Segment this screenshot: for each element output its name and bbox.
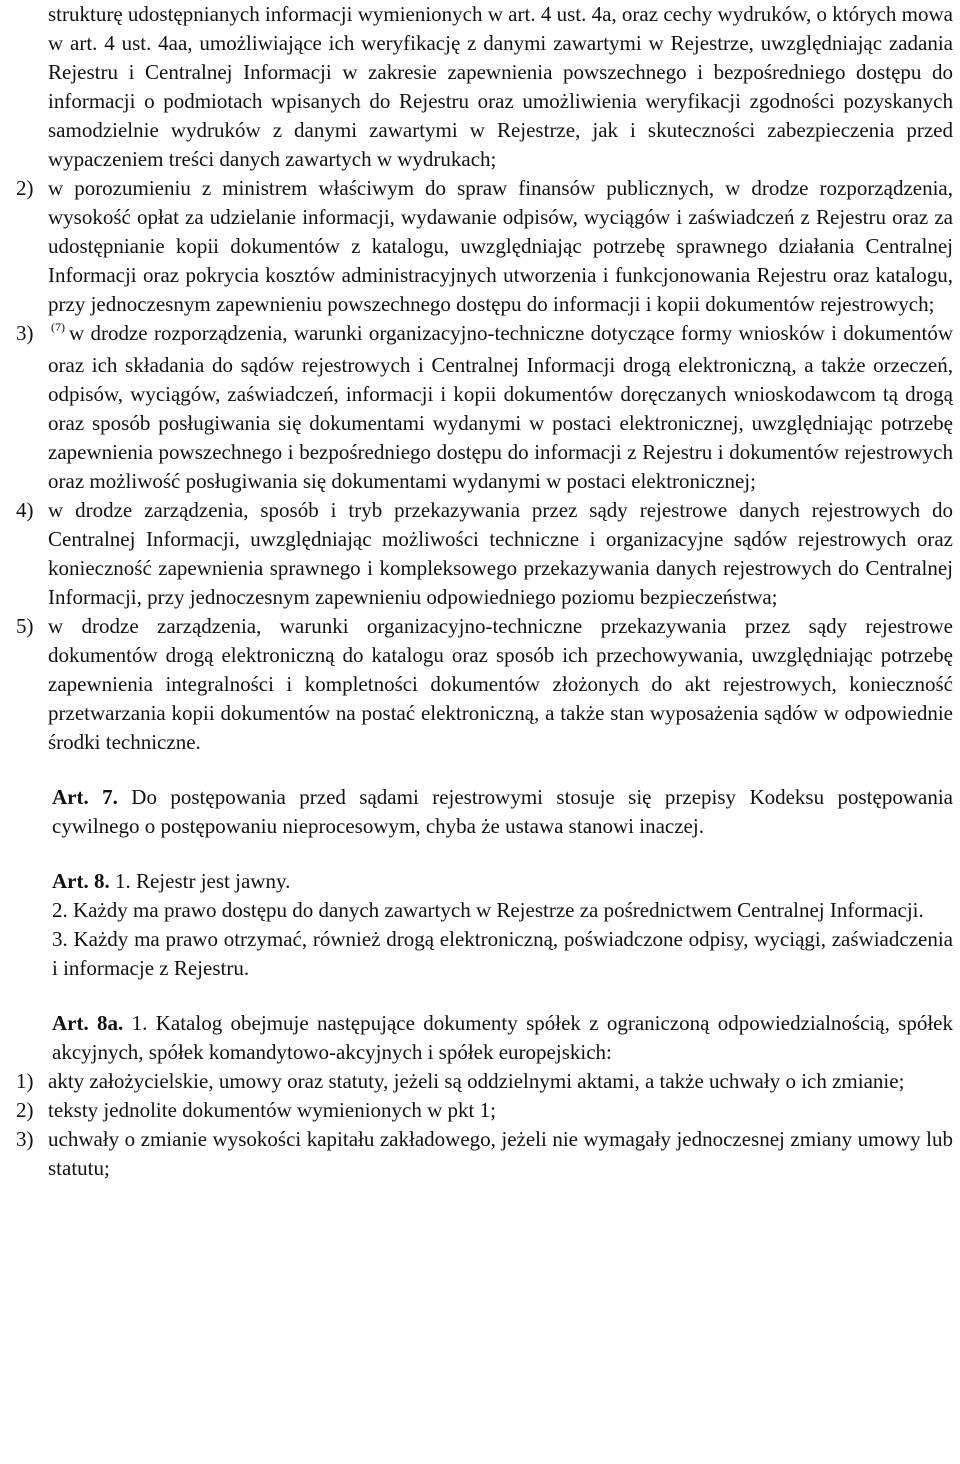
list-item-text: w porozumieniu z ministrem właściwym do spraw finansów publicznych, w drodze rozporządzenia, wysokość opłat za udzielanie informacji, wydawanie odpisów, wyciągów i zaświadczeń z Rejestru oraz za udostępnianie kopii dokumentów z katalogu, uwzględniając potrzebę sprawnego działania Centralnej Informacji oraz pokrycia kosztów administracyjnych utworzenia i funkcjonowania Rejestru oraz katalogu, przy jednoczesnym zapewnieniu powszechnego dostępu do informacji i kopii dokumentów rejestrowych; [48,176,953,316]
list-item-text: uchwały o zmianie wysokości kapitału zakładowego, jeżeli nie wymagały jednoczesnej zmiany umowy lub statutu; [48,1127,953,1180]
list-item-number: 2) [16,1098,34,1122]
article-8 [6,867,953,983]
numbered-list-delegations [6,174,953,757]
list-item [6,496,953,612]
list-item-number: 3) [16,1127,34,1151]
list-item [6,1096,953,1125]
list-item-text: teksty jednolite dokumentów wymienionych w pkt 1; [48,1098,496,1122]
article-label: Art. 8a. [52,1011,124,1035]
article-8a [6,1009,953,1183]
article-text: Do postępowania przed sądami rejestrowymi stosuje się przepisy Kodeksu postępowania cywilnego o postępowaniu nieprocesowym, chyba że ustawa stanowi inaczej. [52,785,953,838]
list-item-number: 1) [16,1069,34,1093]
list-item [6,1067,953,1096]
article-label: Art. 7. [52,785,118,809]
list-item-number: 4) [16,498,34,522]
list-item-text: w drodze zarządzenia, sposób i tryb przekazywania przez sądy rejestrowe danych rejestrowych do Centralnej Informacji, uwzględniając możliwości techniczne i organizacyjne sądów rejestrowych oraz konieczność zapewnienia sprawnego i kompleksowego przekazywania danych rejestrowych do Centralnej Informacji, przy jednoczesnym zapewnieniu odpowiedniego poziomu bezpieczeństwa; [48,498,953,609]
article-8-paragraph-3: 3. Każdy ma prawo otrzymać, również drogą elektroniczną, poświadczone odpisy, wyciągi, zaświadczenia i informacje z Rejestru. [52,927,953,980]
article-8a-paragraph-1 [6,1009,953,1067]
list-item [6,1125,953,1183]
list-item-number: 3) [16,321,34,345]
paragraph-continuation: strukturę udostępnianych informacji wymienionych w art. 4 ust. 4a, oraz cechy wydruków, o których mowa w art. 4 ust. 4aa, umożliwiające ich weryfikację z danymi zawartymi w Rejestrze, uwzględniając zadania Rejestru i Centralnej Informacji w zakresie zapewnienia powszechnego i bezpośredniego dostępu do informacji o podmiotach wpisanych do Rejestru oraz umożliwienia weryfikacji zgodności pozyskanych samodzielnie wydruków z danymi zawartymi w Rejestrze, jak i skuteczności zabezpieczenia przed wypaczeniem treści danych zawartych w wydrukach; [48,2,953,171]
list-item-text [48,319,953,496]
list-item [6,174,953,319]
list-item-text: w drodze zarządzenia, warunki organizacyjno-techniczne przekazywania przez sądy rejestrowe dokumentów drogą elektroniczną do katalogu oraz sposób ich przechowywania, uwzględniając potrzebę zapewnienia integralności i kompletności dokumentów złożonych do akt rejestrowych, konieczność przetwarzania kopii dokumentów na postać elektroniczną, a także stan wyposażenia sądów w odpowiednie środki techniczne. [48,614,953,754]
article-8-paragraph-1 [6,867,953,896]
list-item [6,319,953,496]
article-text: 1. Katalog obejmuje następujące dokumenty spółek z ograniczoną odpowiedzialnością, spółek akcyjnych, spółek komandytowo-akcyjnych i spółek europejskich: [52,1011,953,1064]
list-item-text: akty założycielskie, umowy oraz statuty, jeżeli są oddzielnymi aktami, a także uchwały o ich zmianie; [48,1069,905,1093]
footnote-marker: (7) [51,320,65,334]
article-text: 1. Rejestr jest jawny. [109,869,291,893]
article-8-paragraph-2: 2. Każdy ma prawo dostępu do danych zawartych w Rejestrze za pośrednictwem Centralnej Informacji. [52,898,924,922]
list-item-text-body: w drodze rozporządzenia, warunki organizacyjno-techniczne dotyczące formy wniosków i dokumentów oraz ich składania do sądów rejestrowych i Centralnej Informacji drogą elektroniczną, a także orzeczeń, odpisów, wyciągów, zaświadczeń, informacji i kopii dokumentów doręczanych wnioskodawcom tą drogą oraz sposób posługiwania się dokumentami wydanymi w postaci elektronicznej, uwzględniając potrzebę zapewnienia powszechnego i bezpośredniego dostępu do informacji z Rejestru i dokumentów rejestrowych oraz możliwość posługiwania się dokumentami wydanymi w postaci elektronicznej; [48,321,953,493]
list-item-number: 5) [16,614,34,638]
article-7 [6,783,953,841]
list-item [6,612,953,757]
list-item-number: 2) [16,176,34,200]
article-label: Art. 8. [52,869,110,893]
